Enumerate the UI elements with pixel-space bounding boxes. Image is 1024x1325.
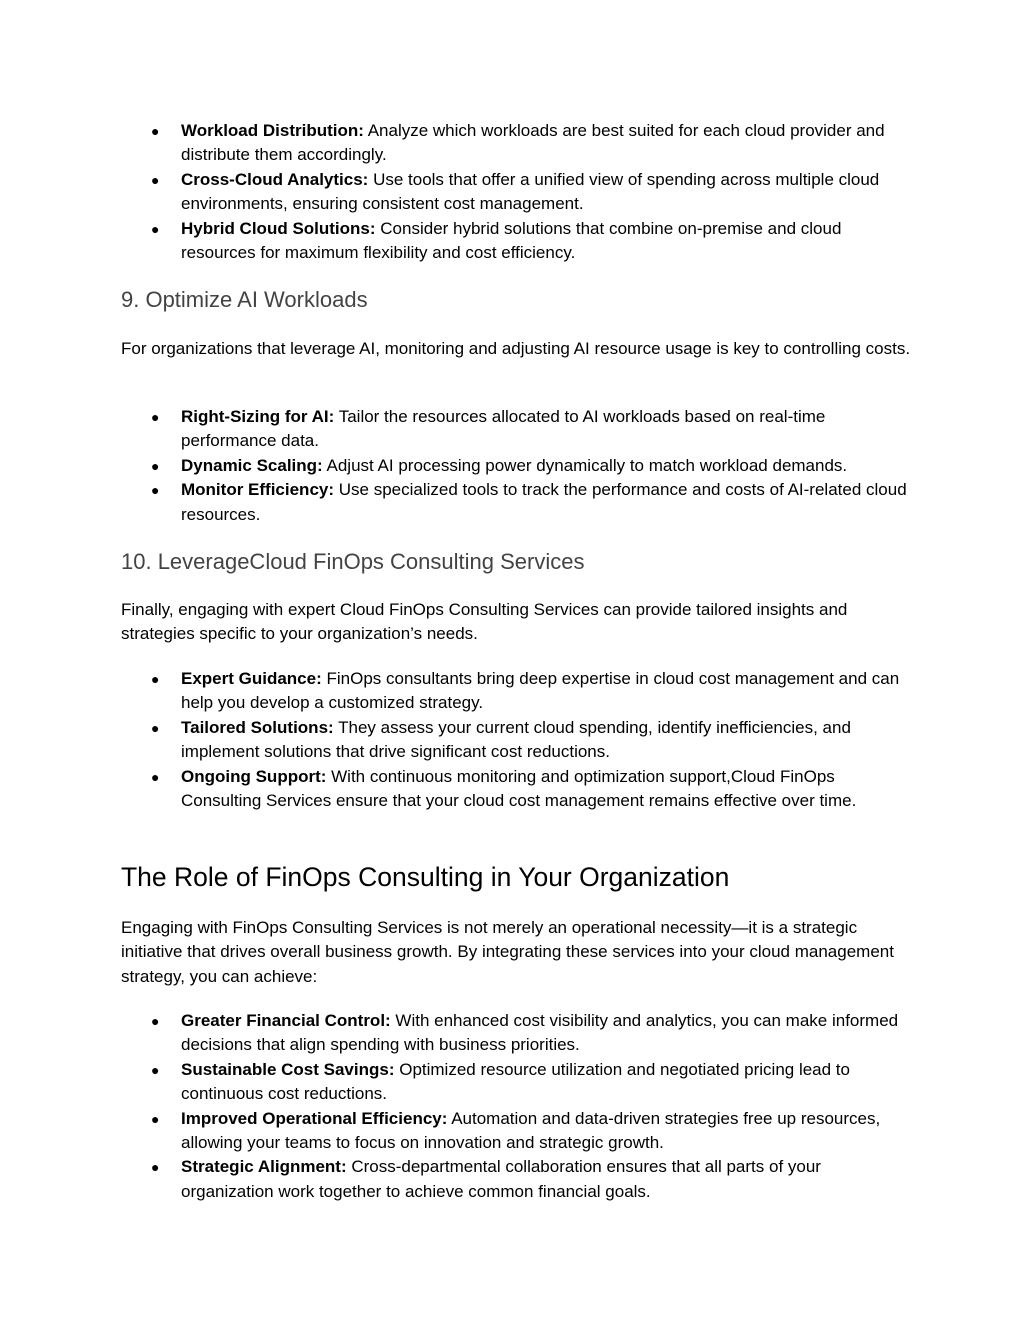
item-text: Adjust AI processing power dynamically to match workload demands. [322, 455, 848, 475]
role-heading: The Role of FinOps Consulting in Your Organization [121, 862, 730, 892]
list-item [121, 454, 911, 478]
section-10-intro: Finally, engaging with expert Cloud FinOps Consulting Services can provide tailored insights and strategies specific to your organization’s needs. [121, 600, 848, 644]
item-term: Right-Sizing for AI: [181, 407, 335, 426]
item-term: Expert Guidance: [181, 669, 322, 688]
section-9-list [121, 405, 911, 527]
role-benefits-list [121, 1009, 911, 1204]
item-term: Monitor Efficiency: [181, 480, 335, 500]
item-text: Analyze which workloads are best suited for each cloud provider and distribute them accordingly. [181, 121, 885, 165]
item-term: Strategic Alignment: [181, 1157, 347, 1177]
item-text: Cross-departmental collaboration ensures that all parts of your organization work together to achieve common financial goals. [181, 1157, 821, 1201]
item-text: Optimized resource utilization and negotiated pricing lead to continuous cost reductions. [181, 1059, 850, 1104]
item-term: Greater Financial Control: [181, 1011, 391, 1030]
section-9-heading: 9. Optimize AI Workloads [121, 287, 368, 312]
item-term: Improved Operational Efficiency: [181, 1108, 448, 1128]
list-item [121, 1107, 911, 1156]
item-text: With continuous monitoring and optimization support,Cloud FinOps Consulting Services ensure that your cloud cost management remains effective over time. [181, 766, 857, 811]
list-item [121, 217, 911, 266]
list-item [121, 405, 911, 454]
list-item [121, 478, 911, 527]
list-item [121, 1155, 911, 1204]
multi-cloud-list [121, 119, 911, 265]
item-text: FinOps consultants bring deep expertise in cloud cost management and can help you develop a customized strategy. [181, 669, 900, 713]
list-item [121, 119, 911, 168]
item-term: Tailored Solutions: [181, 717, 334, 737]
list-item [121, 1058, 911, 1107]
item-text: With enhanced cost visibility and analytics, you can make informed decisions that align spending with business priorities. [181, 1011, 899, 1055]
item-term: Cross-Cloud Analytics: [181, 169, 369, 189]
item-text: Use tools that offer a unified view of spending across multiple cloud environments, ensuring consistent cost management. [181, 169, 880, 214]
list-item [121, 716, 911, 765]
section-10-heading: 10. LeverageCloud FinOps Consulting Services [121, 549, 585, 574]
list-item [121, 765, 911, 814]
item-text: Automation and data-driven strategies free up resources, allowing your teams to focus on innovation and strategic growth. [181, 1108, 881, 1153]
list-item [121, 168, 911, 217]
item-term: Ongoing Support: [181, 766, 327, 786]
section-9-intro: For organizations that leverage AI, monitoring and adjusting AI resource usage is key to controlling costs. [121, 339, 911, 358]
item-text: Use specialized tools to track the performance and costs of AI-related cloud resources. [181, 480, 907, 524]
item-term: Dynamic Scaling: [181, 455, 323, 475]
item-text: They assess your current cloud spending, identify inefficiencies, and implement solutions that drive significant cost reductions. [181, 717, 851, 762]
item-term: Sustainable Cost Savings: [181, 1059, 395, 1079]
list-item [121, 1009, 911, 1058]
item-term: Workload Distribution: [181, 121, 364, 140]
role-intro: Engaging with FinOps Consulting Services is not merely an operational necessity—it is a strategic initiative that drives overall business growth. By integrating these services into your cloud management strategy, you can achieve: [121, 918, 894, 986]
item-text: Consider hybrid solutions that combine on-premise and cloud resources for maximum flexibility and cost efficiency. [181, 218, 842, 263]
section-10-list [121, 667, 911, 813]
list-item [121, 667, 911, 716]
item-term: Hybrid Cloud Solutions: [181, 218, 376, 238]
item-text: Tailor the resources allocated to AI workloads based on real-time performance data. [181, 407, 826, 451]
